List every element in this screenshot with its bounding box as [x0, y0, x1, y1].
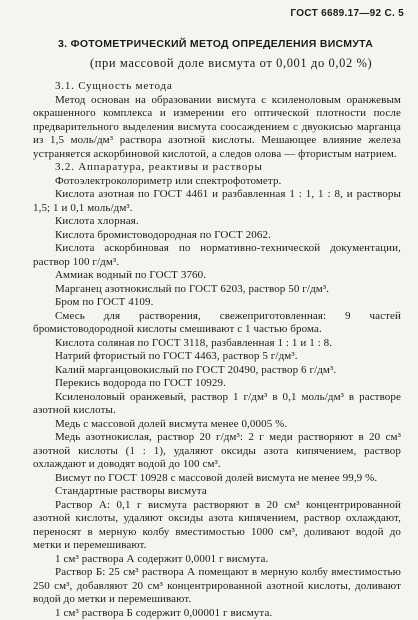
reagent-item: Кислота аскорбиновая по нормативно-технической документации, раствор 100 г/дм³. [33, 242, 401, 269]
reagent-item: Медь азотнокислая, раствор 20 г/дм³: 2 г меди растворяют в 20 см³ азотной кислоты (1 : 1), удаляют оксиды азота кипячением, раствор охлаждают и доводят водой до 100 см³. [33, 431, 401, 472]
reagent-item: Калий марганцовокислый по ГОСТ 20490, раствор 6 г/дм³. [33, 364, 401, 378]
reagent-item: Бром по ГОСТ 4109. [33, 296, 401, 310]
section-title: 3. ФОТОМЕТРИЧЕСКИЙ МЕТОД ОПРЕДЕЛЕНИЯ ВИСМУТА [58, 38, 373, 50]
solution-a-paragraph: Раствор А: 0,1 г висмута растворяют в 20 см³ концентрированной азотной кислоты, удаляют оксиды азота кипячением, раствор охлаждают, переносят в мерную колбу вместимостью 1000 см³, доливают водой до метки и перемешивают. [33, 499, 401, 553]
section-subtitle: (при массовой доле висмута от 0,001 до 0,02 %) [90, 56, 372, 71]
reagent-item: Фотоэлектроколориметр или спектрофотометр. [33, 175, 401, 189]
reagent-item: Ксиленоловый оранжевый, раствор 1 г/дм³ в 0,1 моль/дм³ в растворе азотной кислоты. [33, 391, 401, 418]
page-header: ГОСТ 6689.17—92 С. 5 [290, 8, 404, 19]
reagent-item: Кислота азотная по ГОСТ 4461 и разбавленная 1 : 1, 1 : 8, и растворы 1,5; 1 и 0,1 моль/дм³. [33, 188, 401, 215]
reagent-item: Кислота хлорная. [33, 215, 401, 229]
reagent-item: Аммиак водный по ГОСТ 3760. [33, 269, 401, 283]
reagent-item: Натрий фтористый по ГОСТ 4463, раствор 5 г/дм³. [33, 350, 401, 364]
reagent-item: Смесь для растворения, свежеприготовленная: 9 частей бромистоводородной кислоты смешивают с 1 частью брома. [33, 310, 401, 337]
reagent-item: Медь с массовой долей висмута менее 0,0005 %. [33, 418, 401, 432]
method-principle-paragraph: Метод основан на образовании висмута с ксиленоловым оранжевым окрашенного комплекса и измерении его оптической плотности после предварительного выделения висмута соосаждением с двуокисью марганца из 1,5 моль/дм³ раствора азотной кислоты. Мешающее влияние железа устраняется аскорбиновой кислотой, а следов олова — фтористым натрием. [33, 94, 401, 162]
reagent-item: Висмут по ГОСТ 10928 с массовой долей висмута не менее 99,9 %. [33, 472, 401, 486]
reagent-item: Перекись водорода по ГОСТ 10929. [33, 377, 401, 391]
clause-3-2-heading: 3.2. Аппаратура, реактивы и растворы [33, 161, 401, 175]
solution-a-content: 1 см³ раствора А содержит 0,0001 г висмута. [33, 553, 401, 567]
solution-b-content: 1 см³ раствора Б содержит 0,00001 г висмута. [33, 607, 401, 620]
reagent-item: Кислота бромистоводородная по ГОСТ 2062. [33, 229, 401, 243]
reagent-item: Кислота соляная по ГОСТ 3118, разбавленная 1 : 1 и 1 : 8. [33, 337, 401, 351]
document-body [33, 80, 401, 620]
solution-b-paragraph: Раствор Б: 25 см³ раствора А помещают в мерную колбу вместимостью 250 см³, добавляют 20 см³ концентрированной азотной кислоты, доливают водой до метки и перемешивают. [33, 566, 401, 607]
standard-solutions-heading: Стандартные растворы висмута [33, 485, 401, 499]
clause-3-1-heading: 3.1. Сущность метода [33, 80, 401, 94]
reagent-item: Марганец азотнокислый по ГОСТ 6203, раствор 50 г/дм³. [33, 283, 401, 297]
